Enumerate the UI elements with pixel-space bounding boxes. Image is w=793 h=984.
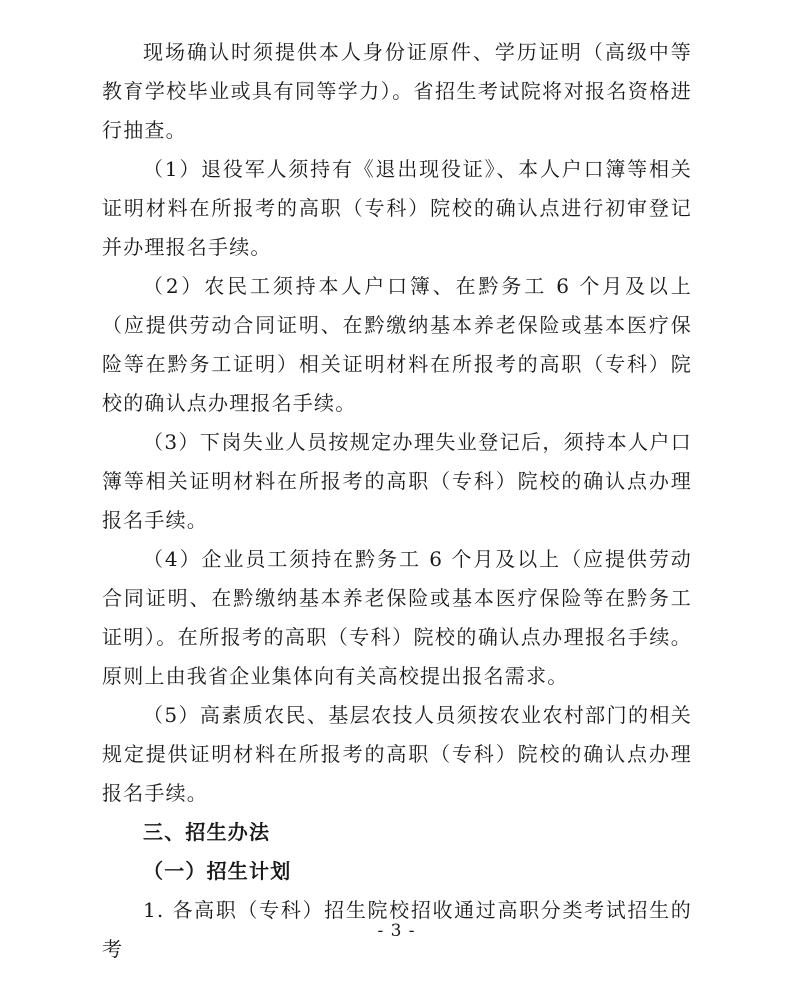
paragraph-enrollment-plan: 1. 各高职（专科）招生院校招收通过高职分类考试招生的考: [102, 898, 692, 961]
paragraph-farmers: （5）高素质农民、基层农技人员须按农业农村部门的相关规定提供证明材料在所报考的高职（专科）院校的确认点办理报名手续。: [102, 703, 692, 805]
paragraph-veterans: （1）退役军人须持有《退出现役证》、本人户口簿等相关证明材料在所报考的高职（专科）院校的确认点进行初审登记并办理报名手续。: [102, 157, 692, 259]
section-heading: 三、招生办法: [143, 820, 271, 844]
paragraph-migrant-workers: （2）农民工须持本人户口簿、在黔务工 6 个月及以上（应提供劳动合同证明、在黔缴纳基本养老保险或基本医疗保险等在黔务工证明）相关证明材料在所报考的高职（专科）院校的确认点办理报名手续。: [102, 274, 692, 415]
document-body: [102, 33, 692, 969]
paragraph-confirmation: 现场确认时须提供本人身份证原件、学历证明（高级中等教育学校毕业或具有同等学力）。省招生考试院将对报名资格进行抽查。: [102, 40, 692, 142]
page-number: - 3 -: [377, 921, 416, 941]
subsection-heading: （一）招生计划: [143, 859, 292, 883]
paragraph-unemployed: （3）下岗失业人员按规定办理失业登记后，须持本人户口簿等相关证明材料在所报考的高职（专科）院校的确认点办理报名手续。: [102, 430, 692, 532]
paragraph-enterprise-employees: （4）企业员工须持在黔务工 6 个月及以上（应提供劳动合同证明、在黔缴纳基本养老保险或基本医疗保险等在黔务工证明）。在所报考的高职（专科）院校的确认点办理报名手续。原则上由我省企业集体向有关高校提出报名需求。: [102, 547, 692, 688]
